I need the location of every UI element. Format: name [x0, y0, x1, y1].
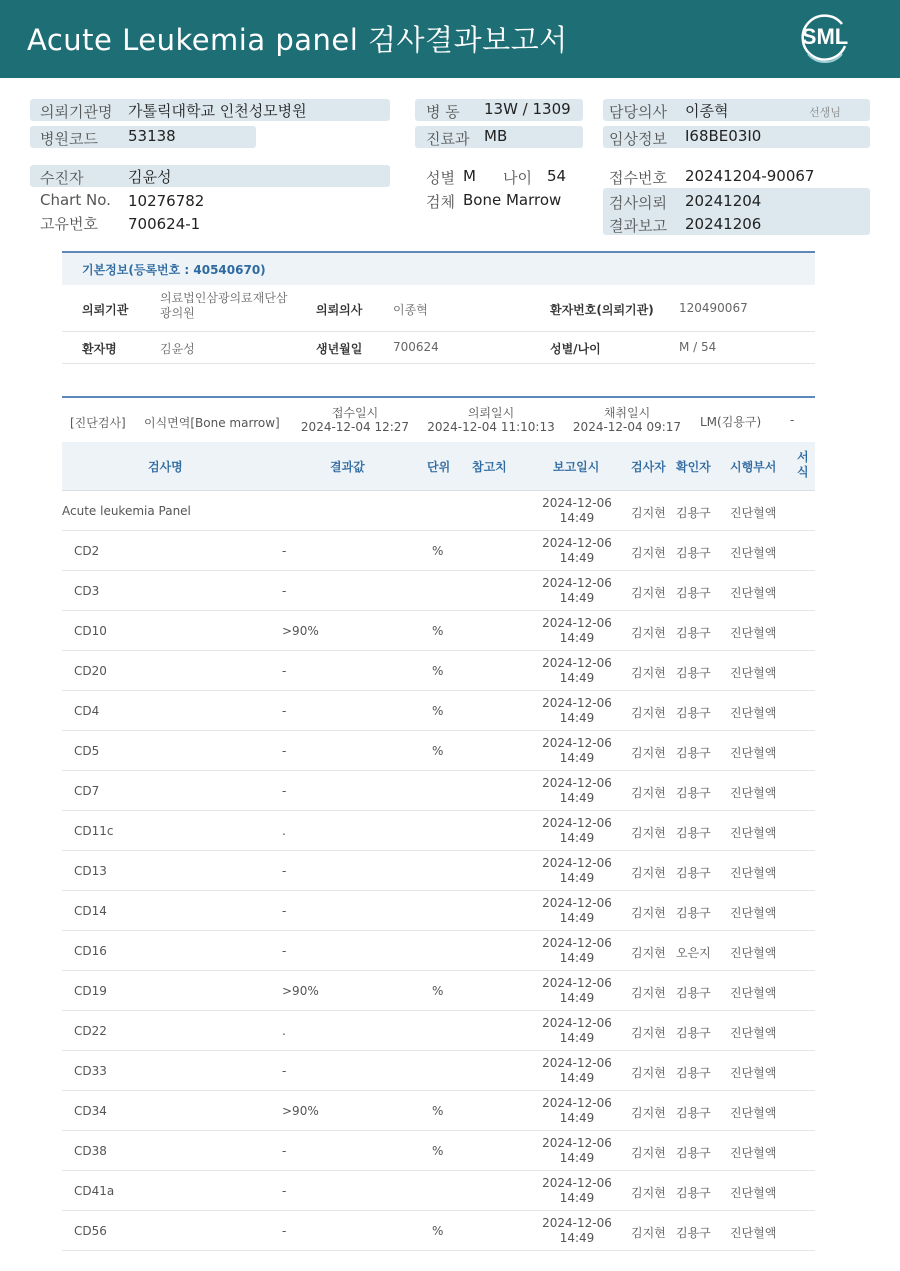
- sex-value: M: [463, 167, 476, 185]
- doctor-label: 담당의사: [609, 103, 667, 121]
- test-name: CD22: [74, 1024, 107, 1038]
- dept: 진단혈액: [730, 946, 777, 960]
- test-result: -: [282, 864, 287, 878]
- test-name: CD56: [74, 1224, 107, 1238]
- report-time: 14:49: [559, 711, 595, 725]
- table-row: [62, 971, 815, 1011]
- dept: 진단혈액: [730, 706, 777, 720]
- hosp-code-label: 병원코드: [40, 130, 98, 148]
- exam-specimen: 이식면역[Bone marrow]: [144, 416, 280, 430]
- exam-req-label: 검사의뢰: [609, 194, 667, 212]
- confirmer: 김용구: [676, 1106, 711, 1120]
- test-unit: %: [432, 984, 444, 998]
- test-name: CD4: [74, 704, 100, 718]
- report-date: 2024-12-06: [542, 656, 612, 670]
- tester: 김지현: [631, 1106, 666, 1120]
- tester: 김지현: [631, 1146, 666, 1160]
- table-row: [62, 611, 815, 651]
- test-name: Acute leukemia Panel: [62, 504, 191, 518]
- patno-label: 환자번호(의뢰기관): [550, 303, 654, 317]
- test-result: -: [282, 584, 287, 598]
- hosp-code-value: 53138: [128, 127, 176, 145]
- sexage-label: 성별/나이: [550, 342, 601, 356]
- report-time: 14:49: [559, 911, 595, 925]
- report-datetime: [542, 816, 612, 846]
- receipt-time-label: 접수일시: [331, 406, 379, 420]
- request-time-label: 의뢰일시: [467, 406, 515, 420]
- col-tester: 검사자: [631, 460, 666, 474]
- report-datetime: [542, 896, 612, 926]
- dept: 진단혈액: [730, 666, 777, 680]
- test-unit: %: [432, 704, 444, 718]
- report-title: Acute Leukemia panel 검사결과보고서: [27, 23, 568, 57]
- col-confirmer: 확인자: [676, 460, 711, 474]
- dept: 진단혈액: [730, 506, 777, 520]
- tester: 김지현: [631, 906, 666, 920]
- confirmer: 김용구: [676, 1066, 711, 1080]
- receipt-label: 접수번호: [609, 169, 667, 187]
- test-result: -: [282, 1224, 287, 1238]
- test-unit: %: [432, 544, 444, 558]
- tester: 김지현: [631, 746, 666, 760]
- tester: 김지현: [631, 786, 666, 800]
- collect-time-value: 2024-12-04 09:17: [572, 420, 682, 434]
- org-value: [160, 291, 288, 321]
- lm-value: LM(김용구): [700, 415, 762, 429]
- table-row: [62, 1051, 815, 1091]
- confirmer: 김용구: [676, 826, 711, 840]
- test-name: CD7: [74, 784, 100, 798]
- report-date: 2024-12-06: [542, 1096, 612, 1110]
- test-result: >90%: [282, 984, 319, 998]
- confirmer: 오은지: [676, 946, 711, 960]
- report-datetime: [542, 1056, 612, 1086]
- report-datetime: [542, 616, 612, 646]
- report-date: 2024-12-06: [542, 576, 612, 590]
- confirmer: 김용구: [676, 866, 711, 880]
- col-ref: 참고치: [472, 460, 507, 474]
- test-result: -: [282, 944, 287, 958]
- tester: 김지현: [631, 1026, 666, 1040]
- tester: 김지현: [631, 626, 666, 640]
- chart-value: 10276782: [128, 192, 205, 210]
- report-datetime: [542, 1176, 612, 1206]
- tester: 김지현: [631, 1186, 666, 1200]
- table-row: [62, 891, 815, 931]
- test-result: -: [282, 1184, 287, 1198]
- dept-value: MB: [484, 127, 508, 145]
- report-date: 2024-12-06: [542, 536, 612, 550]
- org-value-line2: 광의원: [160, 306, 195, 320]
- req-doctor-label: 의뢰의사: [316, 303, 363, 317]
- basic-info-row-2: [62, 332, 815, 364]
- test-name: CD5: [74, 744, 100, 758]
- result-label: 결과보고: [609, 217, 667, 235]
- report-datetime: [542, 776, 612, 806]
- req-org-label: 의뢰기관명: [40, 103, 113, 121]
- report-time: 14:49: [559, 951, 595, 965]
- report-time: 14:49: [559, 511, 595, 525]
- report-date: 2024-12-06: [542, 736, 612, 750]
- tester: 김지현: [631, 1226, 666, 1240]
- dept: 진단혈액: [730, 1106, 777, 1120]
- test-name: CD33: [74, 1064, 107, 1078]
- test-result: -: [282, 1064, 287, 1078]
- specimen-value: Bone Marrow: [463, 191, 562, 209]
- sex-label: 성별: [426, 169, 455, 187]
- report-date: 2024-12-06: [542, 1016, 612, 1030]
- tester: 김지현: [631, 1066, 666, 1080]
- report-time: 14:49: [559, 871, 595, 885]
- birth-value: 700624: [393, 340, 439, 354]
- report-date: 2024-12-06: [542, 616, 612, 630]
- name-label: 환자명: [82, 342, 117, 356]
- report-date: 2024-12-06: [542, 496, 612, 510]
- report-time: 14:49: [559, 551, 595, 565]
- chart-label: Chart No.: [40, 191, 111, 209]
- test-unit: %: [432, 1144, 444, 1158]
- table-row: [62, 811, 815, 851]
- col-unit: 단위: [427, 460, 451, 474]
- table-row: [62, 531, 815, 571]
- tester: 김지현: [631, 666, 666, 680]
- table-row: [62, 771, 815, 811]
- specimen-label: 검체: [426, 193, 455, 211]
- dept-label: 진료과: [426, 130, 470, 148]
- confirmer: 김용구: [676, 786, 711, 800]
- unique-label: 고유번호: [40, 215, 98, 233]
- test-name: CD13: [74, 864, 107, 878]
- tester: 김지현: [631, 546, 666, 560]
- report-datetime: [542, 1216, 612, 1246]
- ward-value: 13W / 1309: [484, 100, 571, 118]
- confirmer: 김용구: [676, 1186, 711, 1200]
- basic-info-row-1: [62, 285, 815, 332]
- test-result: -: [282, 704, 287, 718]
- tester: 김지현: [631, 506, 666, 520]
- org-value-line1: 의료법인삼광의료재단삼: [160, 291, 288, 305]
- dept: 진단혈액: [730, 1066, 777, 1080]
- tester: 김지현: [631, 986, 666, 1000]
- report-date: 2024-12-06: [542, 976, 612, 990]
- report-datetime: [542, 976, 612, 1006]
- test-result: -: [282, 904, 287, 918]
- col-result: 결과값: [330, 460, 365, 474]
- test-result: .: [282, 824, 286, 838]
- table-row: [62, 691, 815, 731]
- test-result: >90%: [282, 1104, 319, 1118]
- report-time: 14:49: [559, 1231, 595, 1245]
- report-date: 2024-12-06: [542, 776, 612, 790]
- table-row: [62, 931, 815, 971]
- report-time: 14:49: [559, 1111, 595, 1125]
- table-row: [62, 1171, 815, 1211]
- doctor-value: 이종혁: [685, 102, 729, 120]
- report-date: 2024-12-06: [542, 1136, 612, 1150]
- report-datetime: [542, 696, 612, 726]
- clinical-value: I68BE03I0: [685, 127, 762, 145]
- test-result: .: [282, 1024, 286, 1038]
- tester: 김지현: [631, 866, 666, 880]
- table-row: [62, 1211, 815, 1251]
- dept: 진단혈액: [730, 826, 777, 840]
- collect-time-label: 채취일시: [603, 406, 651, 420]
- table-row: [62, 1131, 815, 1171]
- report-time: 14:49: [559, 991, 595, 1005]
- report-datetime: [542, 1136, 612, 1166]
- report-time: 14:49: [559, 671, 595, 685]
- age-value: 54: [547, 167, 567, 185]
- table-row: [62, 651, 815, 691]
- test-unit: %: [432, 664, 444, 678]
- sml-logo: [798, 12, 852, 66]
- dept: 진단혈액: [730, 786, 777, 800]
- test-name: CD41a: [74, 1184, 115, 1198]
- test-unit: %: [432, 1224, 444, 1238]
- table-row: [62, 491, 815, 531]
- test-name: CD16: [74, 944, 107, 958]
- col-format: 서식: [797, 450, 809, 479]
- report-datetime: [542, 1016, 612, 1046]
- report-datetime: [542, 936, 612, 966]
- test-name: CD38: [74, 1144, 107, 1158]
- test-name: CD2: [74, 544, 100, 558]
- report-datetime: [542, 496, 612, 526]
- test-result: -: [282, 744, 287, 758]
- report-time: 14:49: [559, 631, 595, 645]
- patient-value: 김윤성: [128, 168, 172, 186]
- exam-req-value: 20241204: [685, 192, 762, 210]
- sexage-value: M / 54: [679, 340, 717, 354]
- col-report: 보고일시: [553, 460, 600, 474]
- test-unit: %: [432, 744, 444, 758]
- confirmer: 김용구: [676, 546, 711, 560]
- report-time: 14:49: [559, 791, 595, 805]
- report-datetime: [542, 576, 612, 606]
- report-date: 2024-12-06: [542, 1176, 612, 1190]
- patno-value: 120490067: [679, 301, 748, 315]
- age-label: 나이: [503, 169, 532, 187]
- report-time: 14:49: [559, 751, 595, 765]
- report-time: 14:49: [559, 1191, 595, 1205]
- clinical-label: 임상정보: [609, 130, 667, 148]
- lm-dash: -: [790, 413, 795, 427]
- test-name: CD11c: [74, 824, 114, 838]
- receipt-time-value: 2024-12-04 12:27: [300, 420, 410, 434]
- dept: 진단혈액: [730, 1146, 777, 1160]
- ward-label: 병 동: [426, 103, 460, 121]
- name-value: 김윤성: [160, 342, 195, 356]
- basic-info-section: [62, 251, 815, 364]
- test-result: -: [282, 1144, 287, 1158]
- confirmer: 김용구: [676, 906, 711, 920]
- dept: 진단혈액: [730, 986, 777, 1000]
- test-name: CD20: [74, 664, 107, 678]
- test-unit: %: [432, 1104, 444, 1118]
- confirmer: 김용구: [676, 506, 711, 520]
- exam-info-bar: [62, 396, 815, 442]
- confirmer: 김용구: [676, 986, 711, 1000]
- report-datetime: [542, 856, 612, 886]
- confirmer: 김용구: [676, 1026, 711, 1040]
- report-date: 2024-12-06: [542, 1216, 612, 1230]
- test-result: >90%: [282, 624, 319, 638]
- receipt-value: 20241204-90067: [685, 167, 815, 185]
- doctor-suffix: 선생님: [809, 106, 841, 119]
- result-value: 20241206: [685, 215, 762, 233]
- patient-label: 수진자: [40, 169, 84, 187]
- report-datetime: [542, 1096, 612, 1126]
- logo-text: SML: [801, 24, 849, 49]
- report-time: 14:49: [559, 1071, 595, 1085]
- confirmer: 김용구: [676, 1146, 711, 1160]
- basic-info-heading: 기본정보(등록번호 : 40540670): [62, 251, 815, 285]
- confirmer: 김용구: [676, 586, 711, 600]
- result-table-body: [62, 491, 815, 1251]
- report-date: 2024-12-06: [542, 1056, 612, 1070]
- table-row: [62, 1011, 815, 1051]
- test-result: -: [282, 664, 287, 678]
- org-label: 의뢰기관: [82, 303, 129, 317]
- dept: 진단혈액: [730, 1186, 777, 1200]
- table-row: [62, 1091, 815, 1131]
- test-result: -: [282, 784, 287, 798]
- table-row: [62, 851, 815, 891]
- tester: 김지현: [631, 586, 666, 600]
- tester: 김지현: [631, 826, 666, 840]
- report-header: [0, 0, 900, 78]
- report-datetime: [542, 536, 612, 566]
- report-datetime: [542, 656, 612, 686]
- dept: 진단혈액: [730, 906, 777, 920]
- report-time: 14:49: [559, 1031, 595, 1045]
- dept: 진단혈액: [730, 866, 777, 880]
- confirmer: 김용구: [676, 626, 711, 640]
- report-time: 14:49: [559, 831, 595, 845]
- report-date: 2024-12-06: [542, 856, 612, 870]
- test-name: CD3: [74, 584, 100, 598]
- report-date: 2024-12-06: [542, 896, 612, 910]
- result-table-header: [62, 442, 815, 491]
- request-time-value: 2024-12-04 11:10:13: [427, 420, 555, 434]
- tester: 김지현: [631, 706, 666, 720]
- report-time: 14:49: [559, 1151, 595, 1165]
- dept: 진단혈액: [730, 1026, 777, 1040]
- dept: 진단혈액: [730, 586, 777, 600]
- test-name: CD19: [74, 984, 107, 998]
- col-dept: 시행부서: [730, 460, 777, 474]
- table-row: [62, 731, 815, 771]
- test-unit: %: [432, 624, 444, 638]
- dept: 진단혈액: [730, 626, 777, 640]
- confirmer: 김용구: [676, 1226, 711, 1240]
- test-result: -: [282, 544, 287, 558]
- report-time: 14:49: [559, 591, 595, 605]
- confirmer: 김용구: [676, 706, 711, 720]
- patient-pill: [30, 165, 390, 187]
- dept: 진단혈액: [730, 1226, 777, 1240]
- tester: 김지현: [631, 946, 666, 960]
- exam-category: [진단검사]: [70, 416, 126, 430]
- report-date: 2024-12-06: [542, 696, 612, 710]
- dept: 진단혈액: [730, 546, 777, 560]
- req-doctor-value: 이종혁: [393, 303, 428, 317]
- confirmer: 김용구: [676, 746, 711, 760]
- birth-label: 생년월일: [316, 342, 363, 356]
- dept: 진단혈액: [730, 746, 777, 760]
- test-name: CD34: [74, 1104, 107, 1118]
- test-name: CD10: [74, 624, 107, 638]
- confirmer: 김용구: [676, 666, 711, 680]
- unique-value: 700624-1: [128, 215, 201, 233]
- table-row: [62, 571, 815, 611]
- req-org-value: 가톨릭대학교 인천성모병원: [128, 102, 307, 120]
- test-name: CD14: [74, 904, 107, 918]
- report-date: 2024-12-06: [542, 816, 612, 830]
- report-date: 2024-12-06: [542, 936, 612, 950]
- col-name: 검사명: [148, 460, 183, 474]
- report-datetime: [542, 736, 612, 766]
